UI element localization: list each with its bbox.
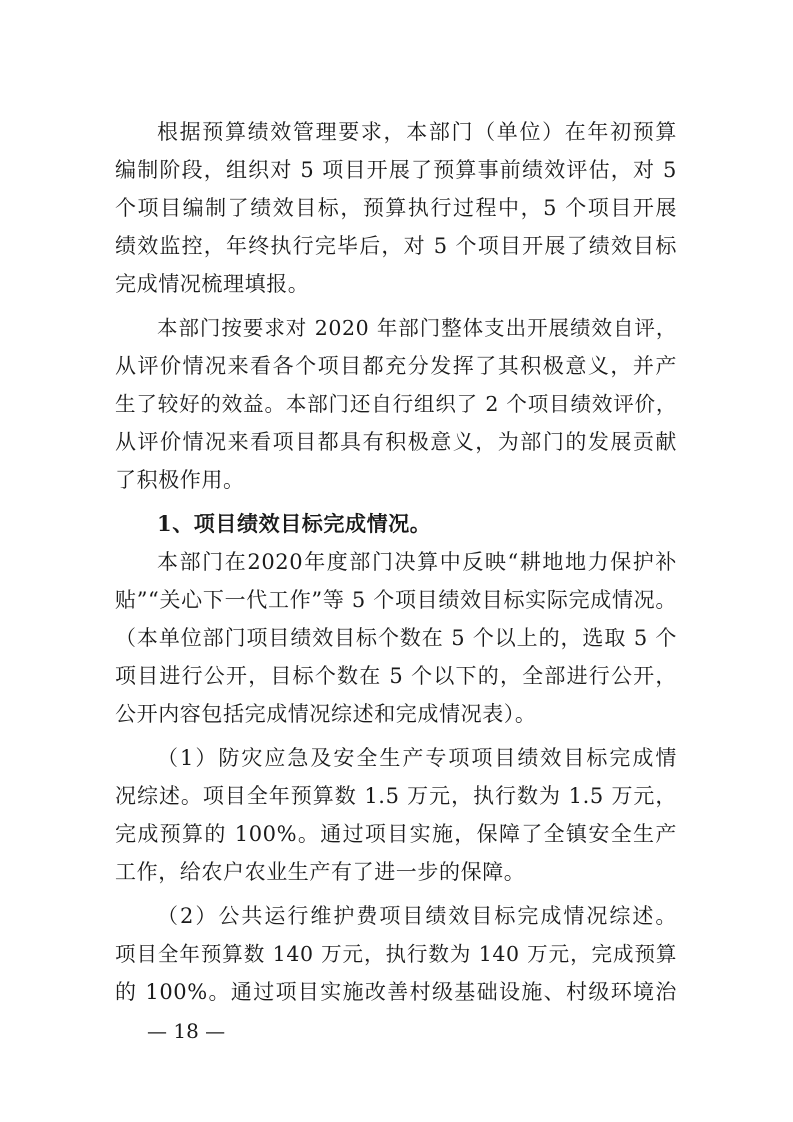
paragraph-2-line-2: 从评价情况来看各个项目都充分发挥了其积极意义，并产 xyxy=(115,354,677,378)
paragraph-1-line-1: 根据预算绩效管理要求，本部门（单位）在年初预算 xyxy=(157,120,677,144)
section-heading: 1、项目绩效目标完成情况。 xyxy=(157,511,432,536)
paragraph-3-line-3: （本单位部门项目绩效目标个数在 5 个以上的，选取 5 个 xyxy=(115,626,677,650)
item-2-line-3: 的 100%。通过项目实施改善村级基础设施、村级环境治 xyxy=(115,980,677,1004)
paragraph-1-line-3: 个项目编制了绩效目标，预算执行过程中，5 个项目开展 xyxy=(115,196,677,220)
paragraph-3-line-2: 贴”“关心下一代工作”等 5 个项目绩效目标实际完成情况。 xyxy=(115,588,677,612)
item-1-line-3: 完成预算的 100%。通过项目实施，保障了全镇安全生产 xyxy=(115,822,677,846)
paragraph-2-line-4: 从评价情况来看项目都具有积极意义，为部门的发展贡献 xyxy=(115,430,677,454)
paragraph-2-line-5: 了积极作用。 xyxy=(115,468,245,492)
item-1-line-4: 工作，给农户农业生产有了进一步的保障。 xyxy=(115,860,526,884)
item-1-line-2: 况综述。项目全年预算数 1.5 万元，执行数为 1.5 万元， xyxy=(115,784,677,808)
item-1-line-1: （1）防灾应急及安全生产专项项目绩效目标完成情 xyxy=(157,746,677,770)
item-2-line-2: 项目全年预算数 140 万元，执行数为 140 万元，完成预算 xyxy=(115,942,677,966)
page-number: — 18 — xyxy=(147,1019,226,1043)
paragraph-1-line-4: 绩效监控，年终执行完毕后，对 5 个项目开展了绩效目标 xyxy=(115,234,677,258)
paragraph-2-line-3: 生了较好的效益。本部门还自行组织了 2 个项目绩效评价， xyxy=(115,392,677,416)
paragraph-3-line-5: 公开内容包括完成情况综述和完成情况表）。 xyxy=(115,702,537,726)
item-2-line-1: （2）公共运行维护费项目绩效目标完成情况综述。 xyxy=(157,904,677,928)
paragraph-3-line-4: 项目进行公开，目标个数在 5 个以下的，全部进行公开， xyxy=(115,664,677,688)
paragraph-1-line-2: 编制阶段，组织对 5 项目开展了预算事前绩效评估，对 5 xyxy=(115,158,677,182)
paragraph-1-line-5: 完成情况梳理填报。 xyxy=(115,272,310,296)
paragraph-3-line-1: 本部门在2020年度部门决算中反映“耕地地力保护补 xyxy=(157,550,677,574)
paragraph-2-line-1: 本部门按要求对 2020 年部门整体支出开展绩效自评， xyxy=(157,316,677,340)
